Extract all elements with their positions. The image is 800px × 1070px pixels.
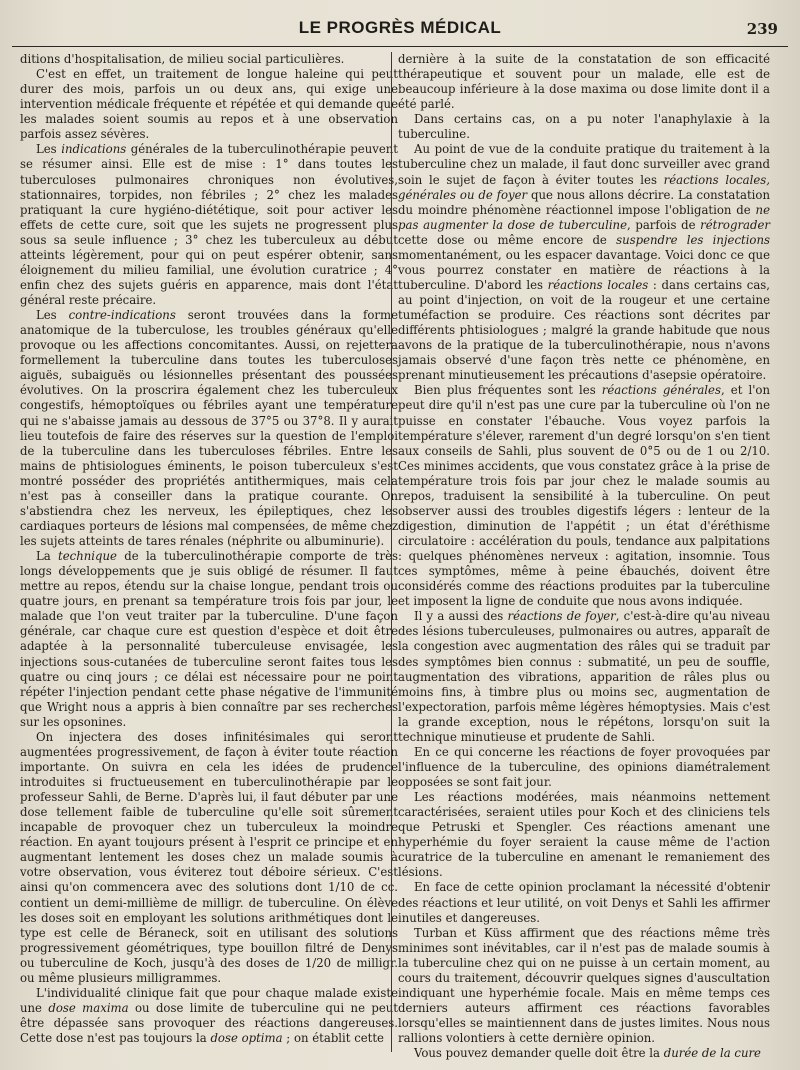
text-run: générales de la tuberculinothérapie peuvent se résumer ainsi. Elle est de mise : 1° dans toutes les tuberculoses pulmonaires chroniques non évolutives, stationnaires, torpides, non fébriles ; 2° chez les malades pratiquant la cure hygiéno-diététique, soit pour activer les effets de cette cure, soit que les sujets ne progressent plus sous sa seule influence ; 3° chez les tuberculeux au début atteints légèrement, pour qui on peut espérer obtenir, sans éloignement du milieu familial, une évolution curatrice ; 4° enfin chez des sujets guéris en apparence, mais dont l'état général reste précaire. [20, 142, 398, 307]
left-column [20, 52, 398, 1046]
italic-term: réactions locales, générales ou de foyer [398, 172, 770, 202]
text-run: Il y a aussi des [414, 609, 508, 624]
text-run: Les [36, 308, 69, 323]
page-header [0, 10, 800, 40]
italic-term: durée de la cure [663, 1046, 761, 1061]
text-run: Au point de vue de la conduite pratique du traitement à la tuberculine chez un malade, il faut donc surveiller avec grand soin le sujet de façon à éviter toutes les [398, 142, 770, 187]
header-rule [12, 46, 788, 47]
italic-term: ne pas augmenter la dose de tuberculine [398, 202, 770, 232]
text-run: En ce qui concerne les réactions de foyer provoquées par l'influence de la tuberculine, des opinions diamétralement opposées se sont fait jour. [398, 744, 770, 789]
paragraph [398, 142, 770, 383]
italic-term: technique [58, 549, 117, 564]
paragraph [398, 880, 770, 925]
text-run: momentanément, ou les espacer davantage. Voici donc ce que vous pourrez constater en matière de réactions à la tuberculine. D'abord les [398, 247, 770, 292]
paragraph [398, 383, 770, 609]
right-column [398, 52, 770, 1061]
continued-paragraph [398, 52, 770, 112]
paragraph [20, 549, 398, 730]
paragraph [398, 609, 770, 745]
paragraph [20, 142, 398, 308]
text-run: cette dose ou même encore de [398, 232, 617, 247]
paragraph [398, 745, 770, 790]
paragraph [20, 986, 398, 1046]
italic-term: contre-indications [68, 308, 176, 323]
text-run: Bien plus fréquentes sont les [414, 383, 602, 398]
paragraph [398, 790, 770, 880]
text-run: : dans certains cas, au point d'injection, on voit de la rougeur et une certaine tuméfaction se produire. Ces réactions sont décrites par différents phtisiologues ; malgré la grande habitude que nous avons de la pratique de la tuberculinothérapie, nous n'avons jamais observé d'une façon très nette ce phénomène, en prenant minutieusement les précautions d'asepsie opératoire. [398, 277, 770, 383]
continued-paragraph [20, 52, 398, 67]
text-run: dernière à la suite de la constatation de son efficacité thérapeutique et souvent pour un malade, elle est de beaucoup inférieure à la dose maxima ou dose limite dont il a été parlé. [398, 52, 770, 112]
text-run: seront trouvées dans la forme anatomique de la tuberculose, les troubles généraux qu'elle provoque ou les affections concomitantes. Aussi, on rejettera formellement la tuberculine dans toutes les tuberculoses aiguës, subaiguës ou lésionnelles présentant des poussées évolutives. On la proscrira également chez les tuberculeux congestifs, hémoptoïques ou fébriles ayant une température qui ne s'abaisse jamais au dessous de 37°5 ou 37°8. Il y aurait lieu toutefois de faire des réserves sur la question de l'emploi de la tuberculine dans les tuberculoses fébriles. Entre les mains de phtisiologues éminents, le poison tuberculeux s'est montré posséder des propriétés antithermiques, mais cela n'est pas à conseiller dans la pratique courante. On s'abstiendra chez les nerveux, les épileptiques, chez les cardiaques porteurs de lésions mal compensées, de même chez les sujets atteints de tares rénales (néphrite ou albuminurie). [20, 308, 398, 548]
text-run: Les [36, 142, 62, 157]
paragraph [20, 730, 398, 986]
text-run: On injectera des doses infinitésimales qui seront augmentées progressivement, de façon à éviter toute réaction importante. On suivra en cela les idées de prudence introduites si fructueusement en tuberculinothérapie par le professeur Sahli, de Berne. D'après lui, il faut débuter par une dose tellement faible de tuberculine qu'elle soit sûrement incapable de provoquer chez un tuberculeux la moindre réaction. En ayant toujours présent à l'esprit ce principe et en augmentant lentement les doses chez un malade soumis à votre observation, vous éviterez tout déboire sérieux. C'est ainsi qu'on commencera avec des solutions dont 1/10 de cc. contient un demi-millième de milligr. de tuberculine. On élève les doses soit en employant les solutions arithmétiques dont le type est celle de Béraneck, soit en utilisant des solutions progressivement géométriques, type bouillon filtré de Denys ou tuberculine de Koch, jusqu'à des doses de 1/20 de milligr. ou même plusieurs milligrammes. [20, 729, 398, 985]
text-run: Vous pouvez demander quelle doit être la [414, 1046, 664, 1061]
running-title: LE PROGRÈS MÉDICAL [298, 18, 502, 37]
text-run: ditions d'hospitalisation, de milieu social particulières. [20, 52, 345, 66]
text-run: En face de cette opinion proclamant la nécessité d'obtenir des réactions et leur utilité, on voit Denys et Sahli les affirmer inutiles et dangereuses. [398, 880, 770, 925]
text-run: Turban et Küss affirment que des réactions même très minimes sont inévitables, car il n'est pas de malade soumis à la tuberculine chez qui on ne puisse à un certain moment, au cours du traitement, découvrir quelques signes d'auscultation indiquant une hyperhémie focale. Mais en même temps ces derniers auteurs affirment ces réactions favorables lorsqu'elles se maintiennent dans de justes limites. Nous nous rallions volontiers à cette dernière opinion. [398, 925, 770, 1046]
text-run: Dans certains cas, on a pu noter l'anaphylaxie à la tuberculine. [398, 112, 770, 142]
paragraph [20, 308, 398, 549]
paragraph [398, 1046, 770, 1061]
text-run: de la tuberculinothérapie comporte de très longs développements que je suis obligé de résumer. Il faut mettre au repos, étendu sur la chaise longue, pendant trois ou quatre jours, en prenant sa température trois fois par jour, le malade que l'on veut traiter par la tuberculine. D'une façon générale, car chaque cure est question d'espèce et doit être adaptée à la personnalité tuberculeuse envisagée, les injections sous-cutanées de tuberculine seront faites tous les quatre ou cinq jours ; ce délai est nécessaire pour ne point répéter l'injection pendant cette phase négative de l'immunité que Wright nous a appris à bien connaître par ses recherches sur les opsonines. [20, 549, 399, 729]
italic-term: dose optima [210, 1031, 283, 1046]
italic-term: rétrograder [700, 217, 770, 232]
paragraph [398, 112, 770, 142]
text-run: , c'est-à-dire qu'au niveau des lésions tuberculeuses, pulmonaires ou autres, apparaît de la congestion avec augmentation des râles qui se traduit par des symptômes bien connus : submatité, un peu de souffle, augmentation des vibrations, apparition de râles plus ou moins fins, à timbre plus ou moins sec, augmentation de l'expectoration, parfois même légères hémoptysies. Mais c'est la grande exception, nous le répétons, lorsqu'on suit la technique minutieuse et prudente de Sahli. [398, 609, 770, 744]
paragraph [398, 926, 770, 1047]
text-run: C'est en effet, un traitement de longue haleine qui peut durer des mois, parfois un ou deux ans, qui exige une intervention médicale fréquente et répétée et qui demande que les malades soient soumis au repos et à une observation parfois assez sévères. [20, 67, 398, 142]
column-divider [391, 52, 392, 1052]
italic-term: suspendre les injections [616, 232, 770, 247]
text-run: que nous allons décrire. La constatation du moindre phénomène réactionnel impose l'obligation de [398, 187, 770, 217]
text-run: Les réactions modérées, mais néanmoins nettement caractérisées, seraient utiles pour Koch et des cliniciens tels que Petruski et Spengler. Ces réactions amenant une hyperhémie du foyer seraient la cause même de l'action curatrice de la tuberculine en amenant le remaniement des lésions. [398, 790, 770, 880]
page-number: 239 [746, 20, 778, 38]
text-run: ; on établit cette [282, 1031, 384, 1046]
italic-term: réactions de foyer [507, 609, 616, 624]
text-run: , parfois de [627, 217, 701, 232]
paragraph [20, 67, 398, 142]
italic-term: indications [61, 142, 127, 157]
italic-term: réactions générales [601, 383, 721, 398]
text-run: , et l'on peut dire qu'il n'est pas une cure par la tuberculine où l'on ne puisse en constater l'ébauche. Vous voyez parfois la température s'élever, rarement d'un degré lorsqu'on s'en tient aux conseils de Sahli, plus souvent de 0°5 ou de 1 ou 2/10. Ces minimes accidents, que vous constatez grâce à la prise de température trois fois par jour chez le malade soumis au repos, traduisent la sensibilité à la tuberculine. On peut observer aussi des troubles digestifs légers : lenteur de la digestion, diminution de l'appétit ; un état d'éréthisme circulatoire : accélération du pouls, tendance aux palpitations : quelques phénomènes nerveux : agitation, insomnie. Tous ces symptômes, même à peine ébauchés, doivent être considérés comme des réactions produites par la tuberculine et imposent la ligne de conduite que nous avons indiquée. [398, 383, 770, 609]
italic-term: réactions locales [547, 277, 649, 292]
italic-term: dose maxima [48, 1000, 129, 1015]
text-run: ou dose limite de tuberculine qui ne peut être dépassée sans provoquer des réactions dangereuses. Cette dose n'est pas toujours la [20, 1000, 398, 1046]
text-run: La [36, 549, 59, 564]
text-run: L'individualité clinique fait que pour chaque malade existe une [20, 985, 398, 1015]
